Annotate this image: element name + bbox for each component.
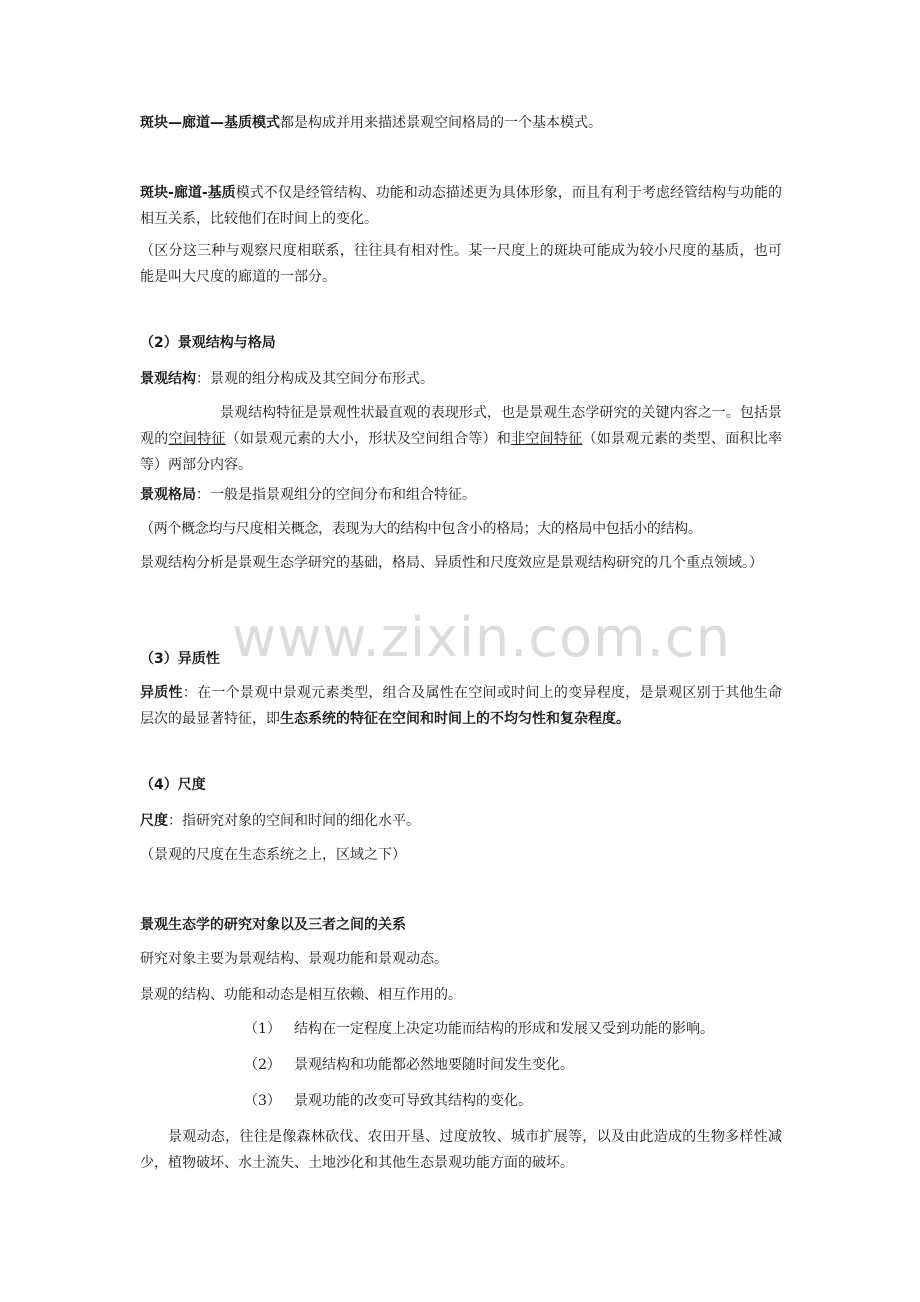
list-item-text: 景观功能的改变可导致其结构的变化。 [294, 1093, 532, 1109]
list-item-text: 结构在一定程度上决定功能而结构的形成和发展又受到功能的影响。 [294, 1021, 714, 1037]
intro-paragraph-3: （区分这三种与观察尺度相联系，往往具有相对性。某一尺度上的斑块可能成为较小尺度的基质，也可能是叫大尺度的廊道的一部分。 [140, 243, 782, 285]
list-item-number: （1） [244, 1021, 281, 1037]
list-item-number: （2） [244, 1057, 281, 1073]
list-item-text: 景观结构和功能都必然地要随时间发生变化。 [294, 1057, 574, 1073]
section-3-heading: （3）异质性 [140, 651, 220, 667]
landscape-dynamics-paragraph: 景观动态，往往是像森林砍伐、农田开垦、过度放牧、城市扩展等，以及由此造成的生物多样性减少，植物破坏、水土流失、土地沙化和其他生态景观功能方面的破坏。 [140, 1129, 782, 1171]
intro-paragraph-2 [140, 180, 782, 232]
concept-note: （两个概念均与尺度相关概念，表现为大的结构中包含小的格局；大的格局中包括小的结构。 [140, 521, 702, 537]
non-spatial-feature-term: 非空间特征 [511, 431, 583, 447]
term-patch-corridor-matrix: 斑块—廊道—基质模式 [140, 115, 280, 131]
pattern-def-text: ：一般是指景观组分的空间分布和组合特征。 [196, 487, 476, 503]
structure-analysis: 景观结构分析是景观生态学研究的基础，格局、异质性和尺度效应是景观结构研究的几个重点领域。） [140, 555, 763, 571]
structure-feature-paragraph [140, 400, 782, 478]
pattern-definition [140, 482, 782, 508]
scale-label: 尺度 [140, 813, 168, 829]
heterogeneity-def-text: ：在一个景观中景观元素类型，组合及属性在空间或时间上的变异程度，是景观区别于其他生命层次的最显著特征，即 [140, 685, 783, 727]
intro-p1-text: 都是构成并用来描述景观空间格局的一个基本模式。 [280, 115, 602, 131]
list-item-number: （3） [244, 1093, 281, 1109]
intro-p2-text: 模式不仅是经管结构、功能和动态描述更为具体形象，而且有利于考虑经管结构与功能的相互关系，比较他们在时间上的变化。 [140, 185, 782, 227]
feature-text-a: 景观结构特征是景观性状最直观的表现形式，也是景观生态学研究的关键内容之一。包括景观的 [140, 405, 782, 447]
structure-def-text: ：景观的组分构成及其空间分布形式。 [196, 371, 434, 387]
heterogeneity-definition [140, 680, 782, 732]
structure-label: 景观结构 [140, 371, 196, 387]
feature-text-c: （如景观元素的类型、面积比率等）两部分内容。 [140, 431, 783, 473]
section-4-heading: （4）尺度 [140, 777, 206, 793]
watermark: www.zixin.com.cn [232, 606, 731, 669]
list-item [244, 1016, 784, 1042]
scale-note: （景观的尺度在生态系统之上，区域之下） [140, 847, 406, 863]
heterogeneity-label: 异质性 [140, 685, 183, 701]
heterogeneity-emphasis: 生态系统的特征在空间和时间上的不均匀性和复杂程度。 [280, 711, 630, 727]
pattern-label: 景观格局 [140, 487, 196, 503]
structure-definition [140, 366, 782, 392]
scale-def-text: ：指研究对象的空间和时间的细化水平。 [168, 813, 420, 829]
relationship-line: 景观的结构、功能和动态是相互依赖、相互作用的。 [140, 987, 462, 1003]
list-item [244, 1088, 784, 1114]
scale-definition [140, 808, 782, 834]
term-patch-corridor-matrix-2: 斑块-廊道-基质 [140, 185, 236, 201]
intro-paragraph-1 [140, 110, 782, 136]
section-5-heading: 景观生态学的研究对象以及三者之间的关系 [140, 917, 406, 933]
spatial-feature-term: 空间特征 [168, 431, 226, 447]
section-2-heading: （2）景观结构与格局 [140, 335, 276, 351]
feature-text-b: （如景观元素的大小，形状及空间组合等）和 [225, 431, 512, 447]
list-item [244, 1052, 784, 1078]
research-objects-line: 研究对象主要为景观结构、景观功能和景观动态。 [140, 951, 448, 967]
